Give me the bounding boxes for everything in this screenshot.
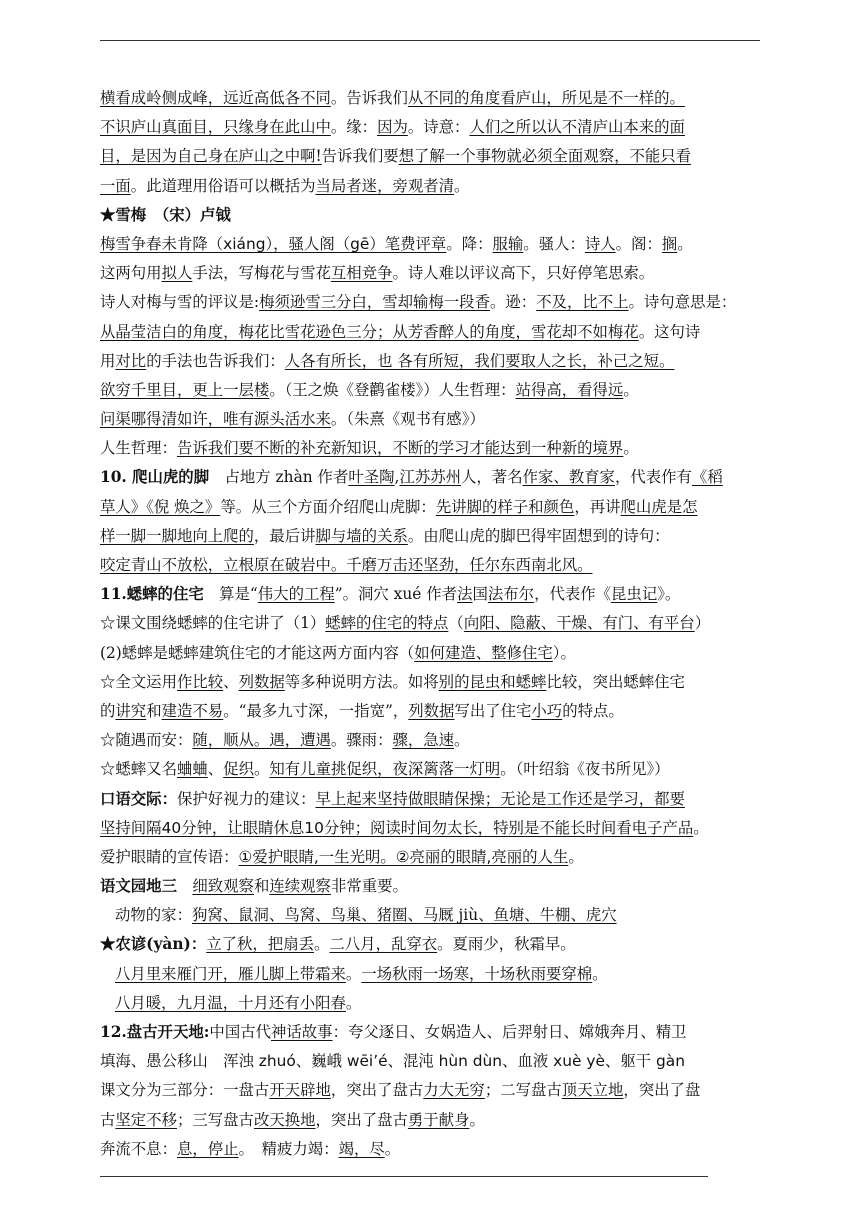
text-segment: 。 bbox=[313, 935, 330, 954]
document-body bbox=[100, 84, 762, 1164]
text-line bbox=[100, 405, 762, 434]
underlined-text: 一场秋雨一场寒，十场秋雨要穿棉 bbox=[361, 964, 593, 983]
heading-text: 语文园地三 bbox=[100, 877, 177, 896]
text-line bbox=[100, 872, 762, 901]
underlined-text: 连续观察 bbox=[269, 877, 331, 896]
text-segment: 。诗意： bbox=[407, 118, 470, 137]
text-line bbox=[100, 609, 762, 638]
text-line bbox=[100, 201, 762, 230]
text-line bbox=[100, 989, 762, 1018]
text-segment: 。 bbox=[469, 1110, 485, 1129]
text-line bbox=[100, 113, 762, 142]
underlined-text: ①爱护眼睛,一生光明。②亮丽的眼睛,亮丽的人生 bbox=[238, 847, 569, 866]
underlined-text: 改天换地 bbox=[253, 1110, 316, 1129]
text-line bbox=[100, 493, 762, 522]
text-segment: 。由爬山虎的脚巴得牢固想到的诗句： bbox=[407, 526, 670, 545]
text-segment: 。 精疲力竭： bbox=[238, 1139, 339, 1158]
text-line bbox=[100, 930, 762, 959]
underlined-text: 列数据 bbox=[238, 672, 285, 691]
underlined-text: 蟋蟀的住宅的特点 bbox=[325, 614, 449, 633]
underlined-text: 法布尔 bbox=[487, 585, 535, 604]
underlined-text: 勇于献身 bbox=[407, 1110, 470, 1129]
text-line bbox=[100, 1135, 762, 1164]
text-segment: 的 bbox=[100, 701, 116, 720]
header-rule bbox=[100, 40, 760, 41]
text-segment: 这两句用 bbox=[100, 264, 162, 283]
text-segment: 。 bbox=[693, 818, 709, 837]
text-segment: (2)蟋蟀是蟋蟀建筑住宅的才能这两方面内容（ bbox=[100, 643, 415, 662]
text-segment: 国 bbox=[472, 585, 488, 604]
underlined-text: 人们之所以认不清庐山本来的面 bbox=[469, 118, 685, 137]
underlined-text: 建造不易 bbox=[161, 701, 224, 720]
underlined-text: 江苏苏州 bbox=[399, 468, 462, 487]
text-segment: ，突出了盘古 bbox=[330, 1081, 424, 1100]
underlined-text: 息，停止 bbox=[176, 1139, 239, 1158]
text-segment: ：夸父逐日、女娲造人、后羿射日、嫦娥奔月、精卫 bbox=[332, 1023, 687, 1041]
underlined-text: 问渠哪得清如许，唯有源头活水来 bbox=[100, 410, 331, 429]
text-segment: 奔流不息： bbox=[100, 1139, 177, 1158]
underlined-text: 讲究 bbox=[115, 701, 147, 720]
text-segment: 等多种说明方法。如将 bbox=[284, 672, 439, 691]
underlined-text: 竭，尽 bbox=[338, 1139, 385, 1158]
text-segment: 。 bbox=[384, 1139, 401, 1158]
text-line bbox=[100, 814, 762, 843]
text-line bbox=[100, 755, 762, 784]
text-segment: ，代表作有 bbox=[614, 468, 692, 487]
text-segment: 写出了住宅 bbox=[454, 701, 532, 720]
underlined-text: 促织 bbox=[223, 760, 254, 779]
underlined-text: 梅雪争春未肯降（xiáng），骚人阁（gē）笔费评章 bbox=[100, 234, 447, 253]
text-line bbox=[100, 668, 762, 697]
underlined-text: 从不同的角度看庐山，所见是不一样的。 bbox=[407, 89, 685, 107]
text-segment: 课文分为三部分：一盘古 bbox=[100, 1081, 270, 1100]
text-segment: 等。从三个方面介绍爬山虎脚： bbox=[220, 497, 436, 516]
text-segment: 。 bbox=[345, 993, 362, 1012]
text-segment bbox=[177, 877, 192, 895]
heading-text: 10. 爬山虎的脚 bbox=[100, 468, 210, 487]
text-line bbox=[100, 347, 762, 376]
underlined-text: 随，顺从。遇，遭遇 bbox=[192, 731, 331, 750]
underlined-text: 站得高，看得远 bbox=[515, 380, 624, 399]
text-segment: 。 bbox=[345, 964, 362, 983]
underlined-text: 爬山虎是怎 bbox=[620, 497, 698, 516]
underlined-text: 想了解一个事物就必须全面观察，不能只看 bbox=[398, 147, 692, 166]
underlined-text: 互相竞争 bbox=[330, 264, 393, 283]
text-line bbox=[100, 1047, 762, 1076]
underlined-text: 因为 bbox=[377, 118, 408, 137]
underlined-text: 顶天立地 bbox=[561, 1081, 624, 1100]
text-segment: 诗人对梅与雪的评议是: bbox=[100, 293, 260, 312]
text-segment: 算是“ bbox=[203, 585, 258, 604]
underlined-text: 昆虫记 bbox=[611, 585, 658, 604]
text-segment: 。“最多九寸深，一指宽”， bbox=[223, 701, 409, 720]
text-segment: ，突出了盘 bbox=[623, 1081, 701, 1100]
text-segment: 。这句诗 bbox=[638, 322, 701, 341]
text-segment: 用 bbox=[100, 351, 116, 370]
text-line bbox=[100, 259, 762, 288]
underlined-text: 欲穷千里目，更上一层楼 bbox=[100, 380, 270, 399]
text-segment: 。（朱熹《观书有感》） bbox=[330, 410, 485, 429]
text-segment: ☆课文围绕蟋蟀的住宅讲了（1） bbox=[100, 614, 326, 633]
underlined-text: 从晶莹洁白的角度，梅花比雪花逊色三分；从芳香醉人的角度，雪花却不如梅花 bbox=[100, 322, 639, 341]
text-line bbox=[100, 288, 762, 317]
underlined-text: 不识庐山真面目，只缘身在此山中 bbox=[100, 118, 331, 137]
text-segment: 人生哲理： bbox=[100, 439, 177, 458]
text-segment: 占地方 zhàn 作者 bbox=[209, 468, 349, 487]
underlined-text: 如何建造、整修住宅 bbox=[414, 643, 553, 662]
underlined-text: 对比 bbox=[115, 351, 147, 370]
text-line bbox=[100, 142, 762, 171]
underlined-text: 八月暖，九月温，十月还有小阳春 bbox=[115, 993, 346, 1012]
underlined-text: 草人》《倪 焕之》 bbox=[100, 497, 221, 516]
text-segment: 。降： bbox=[446, 234, 493, 253]
text-line bbox=[100, 843, 762, 872]
underlined-text: 作家、教育家 bbox=[522, 468, 615, 487]
text-segment: （ bbox=[448, 614, 464, 633]
heading-text: 11.蟋蟀的住宅 bbox=[100, 585, 204, 604]
text-segment: 。夏雨少，秋霜早。 bbox=[437, 935, 576, 954]
underlined-text: 知有儿童挑促织，夜深篱落一灯明 bbox=[269, 760, 501, 779]
text-line bbox=[100, 697, 762, 726]
text-segment: 。骚人： bbox=[523, 234, 585, 253]
text-segment: ，突出了盘古 bbox=[315, 1110, 408, 1129]
underlined-text: 神话故事 bbox=[271, 1023, 333, 1041]
underlined-text: 脚与墙的关系 bbox=[315, 526, 408, 545]
text-segment: 手法，写梅花与雪花 bbox=[192, 264, 331, 283]
text-segment: ，再讲 bbox=[574, 497, 621, 516]
underlined-text: 先讲脚的样子和颜色 bbox=[435, 497, 575, 516]
underlined-text: 坚持间隔40分钟，让眼睛休息10分钟；阅读时间勿太长，特别是不能长时间看电子产品 bbox=[100, 818, 694, 837]
text-segment: ）。 bbox=[552, 643, 576, 662]
underlined-text: 法 bbox=[457, 585, 473, 604]
text-line bbox=[100, 318, 762, 347]
text-segment: 的手法也告诉我们： bbox=[146, 351, 285, 370]
text-segment: 。此道理用俗语可以概括为 bbox=[130, 176, 316, 195]
text-segment: 。诗句意思是： bbox=[628, 293, 737, 312]
underlined-text: 开天辟地 bbox=[269, 1081, 331, 1100]
text-segment: ☆全文运用 bbox=[100, 672, 177, 691]
text-segment: 。 bbox=[568, 847, 584, 866]
underlined-text: 伟大的工程 bbox=[257, 585, 335, 604]
text-segment: 中国古代 bbox=[209, 1023, 271, 1041]
underlined-text: 八月里来雁门开，雁儿脚上带霜来 bbox=[115, 964, 346, 983]
underlined-text: 力大无穷 bbox=[423, 1081, 485, 1100]
underlined-text: 当局者迷，旁观者清 bbox=[315, 176, 455, 195]
underlined-text: 不及，比不上 bbox=[536, 293, 629, 312]
text-line bbox=[100, 84, 762, 113]
underlined-text: 骤，急速 bbox=[392, 731, 455, 750]
text-line bbox=[100, 376, 762, 405]
text-segment: 。 bbox=[677, 234, 693, 253]
text-line bbox=[100, 639, 762, 668]
underlined-text: 细致观察 bbox=[192, 877, 254, 896]
text-segment: 动物的家： bbox=[115, 906, 192, 925]
text-segment: 和 bbox=[253, 877, 270, 896]
heading-text: 口语交际： bbox=[100, 789, 177, 808]
text-line bbox=[100, 463, 762, 492]
underlined-text: 服输 bbox=[492, 234, 524, 253]
text-segment: 。（叶绍翁《夜书所见》） bbox=[500, 760, 670, 779]
text-line bbox=[100, 901, 762, 930]
text-line bbox=[100, 785, 762, 814]
text-segment: 保护好视力的建议： bbox=[176, 789, 316, 808]
text-segment: ☆蟋蟀又名 bbox=[100, 760, 177, 779]
underlined-text: 拟人 bbox=[161, 264, 193, 283]
text-line bbox=[100, 580, 762, 609]
text-segment: 。 bbox=[623, 439, 639, 458]
text-segment: 。 bbox=[454, 731, 470, 750]
text-segment: 人，著名 bbox=[461, 468, 523, 487]
underlined-text: 咬定青山不放松，立根原在破岩中。千磨万击还坚劲，任尔东西南北风。 bbox=[100, 556, 593, 574]
text-line bbox=[100, 1018, 762, 1047]
text-segment: 。逊： bbox=[489, 293, 537, 312]
underlined-text: 二八月，乱穿衣 bbox=[329, 935, 438, 954]
text-segment: 。 bbox=[253, 760, 270, 779]
underlined-text: 诗人 bbox=[584, 234, 616, 253]
text-line bbox=[100, 1106, 762, 1135]
heading-text: ★雪梅 （宋）卢钺 bbox=[100, 205, 231, 224]
underlined-text: 立了秋，把扇丢 bbox=[206, 935, 314, 954]
text-segment: 。缘： bbox=[330, 118, 378, 137]
text-segment: 。 bbox=[623, 380, 639, 399]
underlined-text: 作比较 bbox=[176, 672, 224, 691]
text-segment: 。 bbox=[454, 176, 470, 195]
text-line bbox=[100, 434, 762, 463]
text-segment: 、 bbox=[223, 672, 239, 691]
heading-text: ★农谚(yàn)： bbox=[100, 935, 207, 954]
underlined-text: 坚定不移 bbox=[115, 1110, 177, 1129]
underlined-text: 别的昆虫和蟋蟀 bbox=[438, 672, 547, 691]
underlined-text: 目，是因为自己身在庐山之中啊! bbox=[100, 147, 322, 166]
text-segment: ；三写盘古 bbox=[176, 1110, 254, 1129]
text-segment: 。阁： bbox=[615, 234, 662, 253]
underlined-text: 样一脚一脚地向上爬的 bbox=[100, 526, 254, 545]
text-line bbox=[100, 726, 762, 755]
underlined-text: 搁 bbox=[661, 234, 678, 253]
underlined-text: 狗窝、鼠洞、鸟窝、鸟巢、猪圈、马厩 jiù、鱼塘、牛棚、虎穴 bbox=[191, 906, 617, 925]
underlined-text: 叶圣陶 bbox=[348, 468, 395, 487]
text-segment: ，最后讲 bbox=[253, 526, 316, 545]
text-segment: ） bbox=[694, 614, 711, 633]
underlined-text: 告诉我们要不断的补充新知识，不断的学习才能达到一种新的境界 bbox=[176, 439, 624, 458]
text-segment: 古 bbox=[100, 1110, 116, 1129]
text-line bbox=[100, 960, 762, 989]
underlined-text: 《稻 bbox=[691, 468, 723, 487]
text-segment: 和 bbox=[146, 701, 162, 720]
underlined-text: 早上起来坚持做眼睛保操；无论是工作还是学习，都要 bbox=[315, 789, 685, 808]
text-segment: 。 bbox=[592, 964, 608, 983]
text-segment: ☆随遇而安： bbox=[100, 731, 193, 750]
footer-rule bbox=[100, 1176, 708, 1177]
text-line bbox=[100, 522, 762, 551]
text-segment: 告诉我们要 bbox=[321, 147, 399, 166]
text-segment: 非常重要。 bbox=[330, 877, 408, 896]
text-segment: 爱护眼睛的宣传语： bbox=[100, 847, 239, 866]
text-segment: 、 bbox=[207, 760, 224, 779]
underlined-text: 蛐蛐 bbox=[176, 760, 208, 779]
underlined-text: 人各有所长，也 各有所短，我们要取人之长，补己之短。 bbox=[284, 351, 675, 370]
underlined-text: 列数据 bbox=[408, 701, 455, 720]
text-segment: ；二写盘古 bbox=[484, 1081, 562, 1100]
text-segment: 。骤雨： bbox=[330, 731, 393, 750]
underlined-text: 一面 bbox=[100, 176, 131, 195]
text-segment: , bbox=[394, 468, 400, 487]
text-line bbox=[100, 1076, 762, 1105]
text-segment: 填海、愚公移山 浑浊 zhuó、巍峨 wēi’é、混沌 hùn dùn、血液 xuè yè、躯干 gàn bbox=[100, 1052, 685, 1071]
text-segment: ，代表作《 bbox=[534, 585, 612, 604]
text-segment: 。（王之焕《登鹳雀楼》）人生哲理： bbox=[269, 380, 516, 399]
underlined-text: 横看成岭侧成峰，远近高低各不同 bbox=[100, 89, 331, 107]
text-segment: 的特点。 bbox=[562, 701, 624, 720]
heading-text: 12.盘古开天地: bbox=[100, 1023, 210, 1041]
text-line bbox=[100, 230, 762, 259]
underlined-text: 梅须逊雪三分白，雪却输梅一段香 bbox=[259, 293, 490, 312]
text-line bbox=[100, 551, 762, 580]
underlined-text: 小巧 bbox=[531, 701, 563, 720]
text-segment: 。诗人难以评议高下，只好停笔思索。 bbox=[392, 264, 655, 283]
text-segment: ”。洞穴 xué 作者 bbox=[334, 585, 458, 604]
underlined-text: 向阳、隐蔽、干燥、有门、有平台 bbox=[463, 614, 695, 633]
text-segment: 。告诉我们 bbox=[330, 89, 408, 107]
text-segment: 》。 bbox=[657, 585, 681, 604]
text-line bbox=[100, 172, 762, 201]
text-segment: 比较，突出蟋蟀住宅 bbox=[546, 672, 685, 691]
